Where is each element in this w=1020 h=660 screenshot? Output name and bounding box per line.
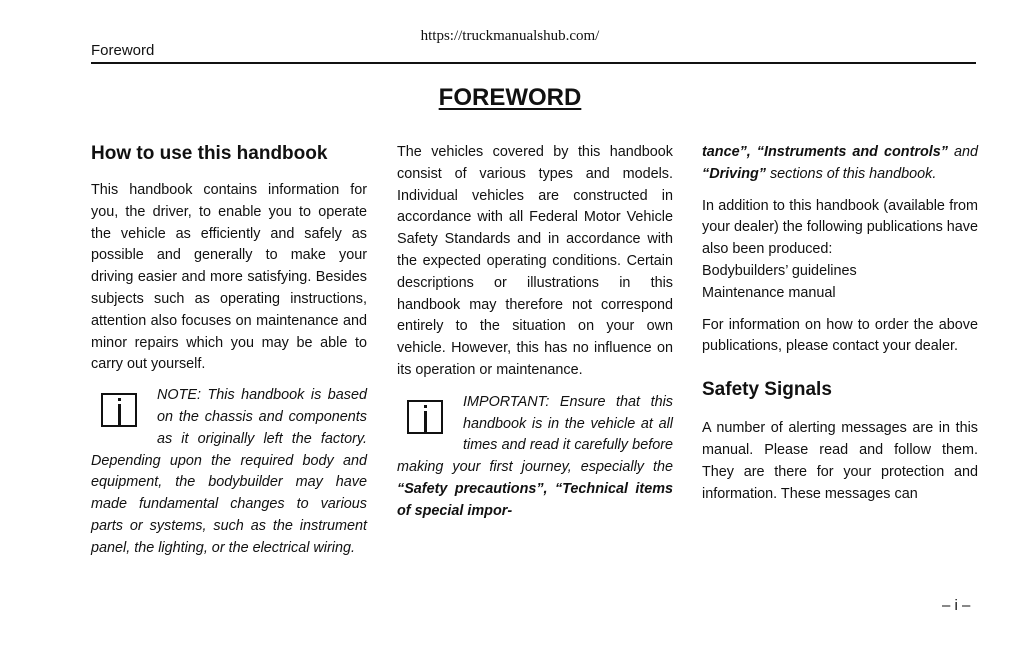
info-icon: [407, 400, 443, 434]
vehicles-paragraph: The vehicles covered by this handbook consist of various types and models. Individual vehicles are constructed in accordance with all Federal Motor Vehicle Safety Standards and in accordance with the expected operating conditions. Certain descriptions or illustrations in this handbook may therefore not correspond entirely to the situation on your own vehicle. However, this has no influence on its operation or maintenance.: [397, 144, 673, 378]
alerting-paragraph: A number of alerting messages are in this manual. Please read and follow them. They are there for your protection and information. These messages can: [702, 420, 978, 502]
publication-item: Maintenance manual: [702, 284, 836, 301]
publications-paragraph: In addition to this handbook (available from your dealer) the following publications have also been produced:: [702, 197, 978, 258]
running-header: Foreword: [91, 42, 155, 59]
intro-paragraph: This handbook contains information for you, the driver, to enable you to operate the vehicle as efficiently and safely as possible and generally to make your driving easier and more satisfying. Besides subjects such as operating instructions, attention also focuses on maintenance and minor repairs which you may be able to carry out yourself.: [91, 182, 367, 373]
info-icon: [101, 393, 137, 427]
continuation-rest: sections of this handbook.: [765, 165, 937, 182]
source-url: https://truckmanualshub.com/: [420, 28, 600, 44]
column-1: [91, 142, 367, 560]
section-heading-how-to-use: How to use this handbook: [91, 143, 328, 164]
note-text: NOTE: This handbook is based on the chassis and components as it originally left the factory. Depending upon the required body and equipment, the bodybuilder may have made fundamental changes to various parts or systems, such as the instrument panel, the lighting, or the electrical wiring.: [91, 387, 367, 556]
section-heading-safety-signals: Safety Signals: [702, 379, 832, 401]
important-intro: IMPORTANT: Ensure that this handbook is in the vehicle at all times and read it carefully before making your first journey, especially the: [397, 393, 673, 476]
note-block: [91, 385, 367, 559]
header-rule: [91, 62, 976, 64]
continuation-bold-2: “Driving”: [702, 165, 766, 182]
column-3: [702, 142, 978, 505]
continuation-and: and: [947, 144, 979, 160]
page-title: FOREWORD: [438, 84, 582, 111]
continuation-bold-1: tance”, “Instruments and controls”: [702, 144, 948, 160]
page-number: – i –: [942, 597, 971, 614]
order-info-paragraph: For information on how to order the above publications, please contact your dealer.: [702, 316, 978, 355]
important-block: [397, 392, 673, 523]
important-continuation: [702, 142, 978, 186]
publication-item: Bodybuilders’ guidelines: [702, 262, 857, 279]
important-sections: “Safety precautions”, “Technical items of special impor-: [397, 480, 673, 519]
column-2: [397, 142, 673, 523]
